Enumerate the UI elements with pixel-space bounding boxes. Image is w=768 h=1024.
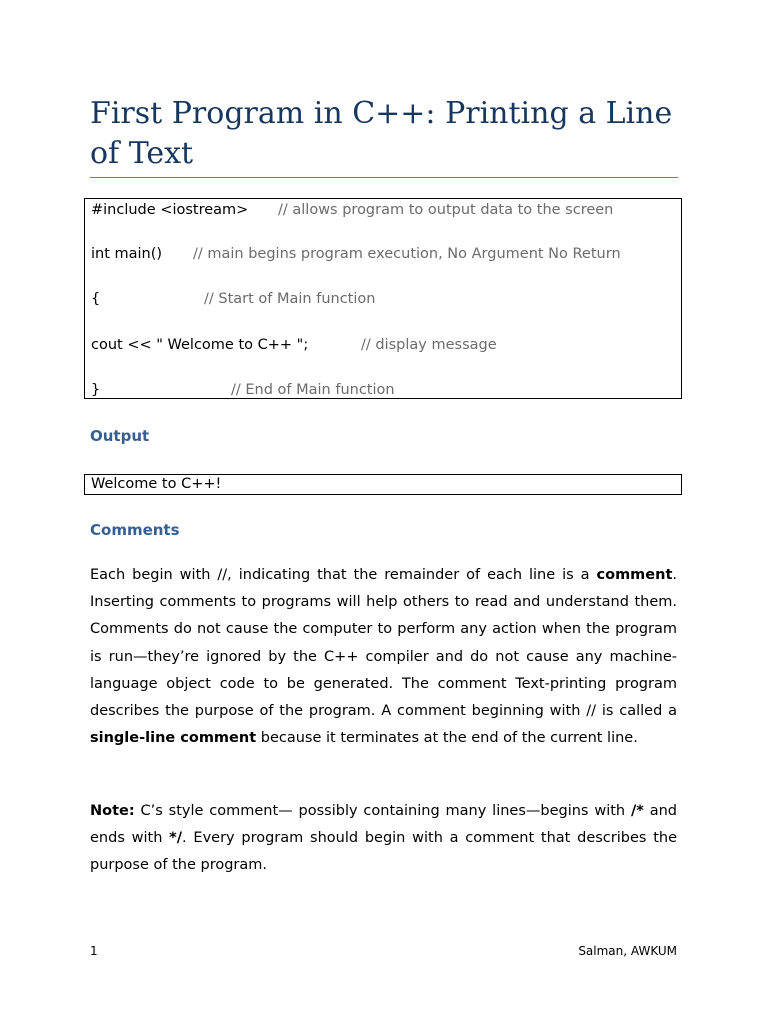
comments-heading: Comments — [90, 521, 180, 539]
text-run: Each begin with //, indicating that the remainder of each line is a — [90, 567, 597, 583]
code-text: cout << " Welcome to C++ "; — [91, 337, 309, 353]
code-line-main — [91, 244, 621, 264]
code-text: #include <iostream> — [91, 202, 249, 218]
code-text: { — [91, 291, 101, 307]
output-heading: Output — [90, 427, 150, 445]
bold-term-single-line-comment: single-line comment — [90, 730, 257, 747]
code-block — [84, 198, 682, 399]
code-line-cout — [91, 335, 497, 355]
footer-author: Salman, AWKUM — [578, 944, 677, 958]
code-comment: // main begins program execution, No Argument No Return — [193, 246, 621, 262]
comments-paragraph — [90, 562, 677, 752]
title-underline — [90, 177, 678, 178]
code-comment: // End of Main function — [231, 382, 395, 398]
note-paragraph — [90, 798, 677, 880]
code-comment: // display message — [361, 337, 497, 353]
bold-token-open-comment: /* — [630, 803, 644, 819]
output-text: Welcome to C++! — [91, 476, 222, 492]
code-comment: // allows program to output data to the screen — [278, 202, 614, 218]
code-text: int main() — [91, 246, 163, 262]
code-comment: // Start of Main function — [204, 291, 376, 307]
text-run: C’s style comment— possibly containing many lines—begins with — [134, 803, 631, 819]
bold-token-close-comment: */ — [169, 830, 183, 847]
page-title: First Program in C++: Printing a Line of Text — [90, 96, 673, 171]
page-number: 1 — [90, 944, 98, 958]
text-run: . Inserting comments to programs will help others to read and understand them. Comments do not cause the computer to perform any action when the program is run—they’re ignored by the C++ compiler and do not cause any machine-language object code to be generated. The comment Text-printing program describes the purpose of the program. A comment beginning with // is called a — [90, 567, 677, 720]
code-line-include — [91, 200, 614, 220]
code-text: } — [91, 382, 101, 398]
bold-term-comment: comment — [596, 567, 673, 583]
code-line-open-brace — [91, 289, 376, 309]
note-label: Note: — [90, 803, 135, 819]
text-run: . Every program should begin with a comment that describes the purpose of the program. — [90, 830, 677, 874]
text-run: because it terminates at the end of the current line. — [256, 730, 638, 747]
output-block — [84, 474, 682, 495]
text-run: and ends with — [90, 803, 677, 847]
code-line-close-brace — [91, 380, 395, 400]
